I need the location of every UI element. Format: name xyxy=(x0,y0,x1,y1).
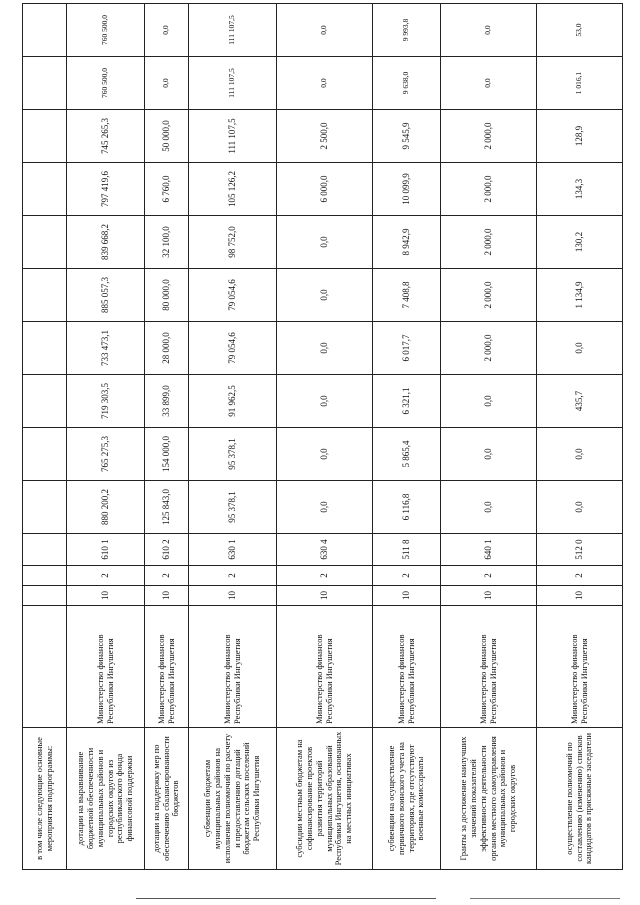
amount-cell: 0,0 xyxy=(277,216,373,269)
table-row xyxy=(441,4,537,870)
amount-cell: 0,0 xyxy=(145,57,189,110)
code-cell xyxy=(23,586,67,606)
amount-cell: 111 107,5 xyxy=(189,4,277,57)
amount-cell: 885 057,3 xyxy=(67,269,145,322)
amount-cell: 0,0 xyxy=(277,57,373,110)
responsible-org-cell: Министерство финансов Республики Ингушетия xyxy=(277,606,373,728)
amount-cell: 79 054,6 xyxy=(189,322,277,375)
amount-cell xyxy=(23,481,67,534)
responsible-org-cell: Министерство финансов Республики Ингушетия xyxy=(145,606,189,728)
code-cell: 10 xyxy=(537,586,623,606)
amount-cell: 28 000,0 xyxy=(145,322,189,375)
code-cell: 10 xyxy=(145,586,189,606)
code-cell: 2 xyxy=(145,566,189,586)
measure-name-cell: осуществление полномочий по составлению (изменению) списков кандидатов в присяжные заседатели xyxy=(537,728,623,870)
amount-cell: 6 116,8 xyxy=(373,481,441,534)
code-cell: 511 8 xyxy=(373,534,441,566)
amount-cell: 1 134,9 xyxy=(537,269,623,322)
table-body xyxy=(23,4,623,870)
amount-cell: 130,2 xyxy=(537,216,623,269)
amount-cell: 134,3 xyxy=(537,163,623,216)
code-cell: 610 1 xyxy=(67,534,145,566)
amount-cell: 10 099,9 xyxy=(373,163,441,216)
amount-cell: 105 126,2 xyxy=(189,163,277,216)
responsible-org-cell xyxy=(23,606,67,728)
amount-cell: 435,7 xyxy=(537,375,623,428)
amount-cell: 2 000,0 xyxy=(441,163,537,216)
amount-cell: 154 000,0 xyxy=(145,428,189,481)
amount-cell: 765 275,3 xyxy=(67,428,145,481)
responsible-org-cell: Министерство финансов Республики Ингушетия xyxy=(441,606,537,728)
amount-cell: 2 000,0 xyxy=(441,269,537,322)
amount-cell: 1 016,1 xyxy=(537,57,623,110)
amount-cell: 733 473,1 xyxy=(67,322,145,375)
responsible-org-cell: Министерство финансов Республики Ингушетия xyxy=(537,606,623,728)
budget-table xyxy=(22,3,623,870)
amount-cell: 760 500,0 xyxy=(67,57,145,110)
table-row xyxy=(189,4,277,870)
amount-cell: 2 500,0 xyxy=(277,110,373,163)
amount-cell: 0,0 xyxy=(277,428,373,481)
amount-cell: 839 668,2 xyxy=(67,216,145,269)
amount-cell: 95 378,1 xyxy=(189,428,277,481)
amount-cell: 33 899,0 xyxy=(145,375,189,428)
measure-name-cell: дотации на выравнивание бюджетной обеспеченности муниципальных районов и городских округов из республиканского фонда финансовой поддержки xyxy=(67,728,145,870)
amount-cell: 50 000,0 xyxy=(145,110,189,163)
amount-cell: 9 993,8 xyxy=(373,4,441,57)
amount-cell: 0,0 xyxy=(441,57,537,110)
amount-cell: 2 000,0 xyxy=(441,216,537,269)
amount-cell: 797 419,6 xyxy=(67,163,145,216)
code-cell: 2 xyxy=(67,566,145,586)
page-bottom-rule-right xyxy=(470,898,620,899)
table-row xyxy=(537,4,623,870)
table-row xyxy=(145,4,189,870)
code-cell: 10 xyxy=(67,586,145,606)
amount-cell: 95 378,1 xyxy=(189,481,277,534)
table-row xyxy=(373,4,441,870)
table-row xyxy=(23,4,67,870)
table-row xyxy=(67,4,145,870)
amount-cell: 111 107,5 xyxy=(189,57,277,110)
rotated-table-frame xyxy=(22,15,622,870)
code-cell xyxy=(23,534,67,566)
amount-cell: 0,0 xyxy=(277,375,373,428)
code-cell: 2 xyxy=(441,566,537,586)
responsible-org-cell: Министерство финансов Республики Ингушетия xyxy=(373,606,441,728)
amount-cell xyxy=(23,4,67,57)
amount-cell: 0,0 xyxy=(441,481,537,534)
responsible-org-cell: Министерство финансов Республики Ингушетия xyxy=(67,606,145,728)
amount-cell: 125 843,0 xyxy=(145,481,189,534)
amount-cell xyxy=(23,322,67,375)
amount-cell: 760 500,0 xyxy=(67,4,145,57)
amount-cell xyxy=(23,163,67,216)
amount-cell: 8 942,9 xyxy=(373,216,441,269)
amount-cell: 0,0 xyxy=(277,4,373,57)
code-cell: 10 xyxy=(441,586,537,606)
amount-cell: 0,0 xyxy=(441,375,537,428)
amount-cell: 0,0 xyxy=(537,428,623,481)
amount-cell xyxy=(23,375,67,428)
amount-cell xyxy=(23,269,67,322)
amount-cell: 7 408,8 xyxy=(373,269,441,322)
amount-cell: 5 865,4 xyxy=(373,428,441,481)
amount-cell: 6 017,7 xyxy=(373,322,441,375)
amount-cell: 91 962,5 xyxy=(189,375,277,428)
amount-cell: 0,0 xyxy=(441,4,537,57)
amount-cell: 0,0 xyxy=(277,269,373,322)
amount-cell: 6 760,0 xyxy=(145,163,189,216)
code-cell: 10 xyxy=(189,586,277,606)
code-cell: 10 xyxy=(277,586,373,606)
amount-cell xyxy=(23,57,67,110)
code-cell: 512 0 xyxy=(537,534,623,566)
amount-cell xyxy=(23,428,67,481)
amount-cell: 0,0 xyxy=(145,4,189,57)
page-bottom-rule xyxy=(136,898,436,899)
amount-cell: 0,0 xyxy=(537,322,623,375)
amount-cell: 719 303,5 xyxy=(67,375,145,428)
amount-cell: 32 100,0 xyxy=(145,216,189,269)
measure-name-cell: дотации на поддержку мер по обеспечению сбалансированности бюджетов xyxy=(145,728,189,870)
code-cell: 2 xyxy=(189,566,277,586)
amount-cell: 9 545,9 xyxy=(373,110,441,163)
measure-name-cell: Гранты за достижение наилучших значений показателей эффективности деятельности органов местного самоуправления муниципальных районов и городских округов xyxy=(441,728,537,870)
code-cell: 640 1 xyxy=(441,534,537,566)
amount-cell: 745 265,3 xyxy=(67,110,145,163)
amount-cell: 128,9 xyxy=(537,110,623,163)
table-row xyxy=(277,4,373,870)
responsible-org-cell: Министерство финансов Республики Ингушетия xyxy=(189,606,277,728)
amount-cell: 53,0 xyxy=(537,4,623,57)
measure-name-cell: субвенции бюджетам муниципальных районов на исполнение полномочий по расчету и предоставлению дотаций бюджетам сельских поселений Республики Ингушетия xyxy=(189,728,277,870)
code-cell: 630 4 xyxy=(277,534,373,566)
amount-cell: 111 107,5 xyxy=(189,110,277,163)
amount-cell: 79 054,6 xyxy=(189,269,277,322)
amount-cell: 98 752,0 xyxy=(189,216,277,269)
amount-cell: 0,0 xyxy=(537,481,623,534)
amount-cell: 2 000,0 xyxy=(441,322,537,375)
amount-cell xyxy=(23,110,67,163)
measure-name-cell: в том числе следующие основные мероприятия подпрограммы: xyxy=(23,728,67,870)
code-cell: 2 xyxy=(373,566,441,586)
amount-cell: 80 000,0 xyxy=(145,269,189,322)
code-cell: 610 2 xyxy=(145,534,189,566)
amount-cell: 2 000,0 xyxy=(441,110,537,163)
measure-name-cell: субвенции на осуществление первичного воинского учета на территориях, где отсутствуют военные комиссариаты xyxy=(373,728,441,870)
code-cell xyxy=(23,566,67,586)
amount-cell: 0,0 xyxy=(277,481,373,534)
amount-cell: 880 200,2 xyxy=(67,481,145,534)
amount-cell: 9 638,0 xyxy=(373,57,441,110)
code-cell: 2 xyxy=(277,566,373,586)
amount-cell: 6 000,0 xyxy=(277,163,373,216)
amount-cell: 0,0 xyxy=(277,322,373,375)
code-cell: 2 xyxy=(537,566,623,586)
amount-cell xyxy=(23,216,67,269)
amount-cell: 0,0 xyxy=(441,428,537,481)
code-cell: 10 xyxy=(373,586,441,606)
measure-name-cell: субсидии местным бюджетам на софинансирование проектов развития территорий муниципальных образований Республики Ингушетия, основанных на местных инициативах xyxy=(277,728,373,870)
amount-cell: 6 321,1 xyxy=(373,375,441,428)
code-cell: 630 1 xyxy=(189,534,277,566)
